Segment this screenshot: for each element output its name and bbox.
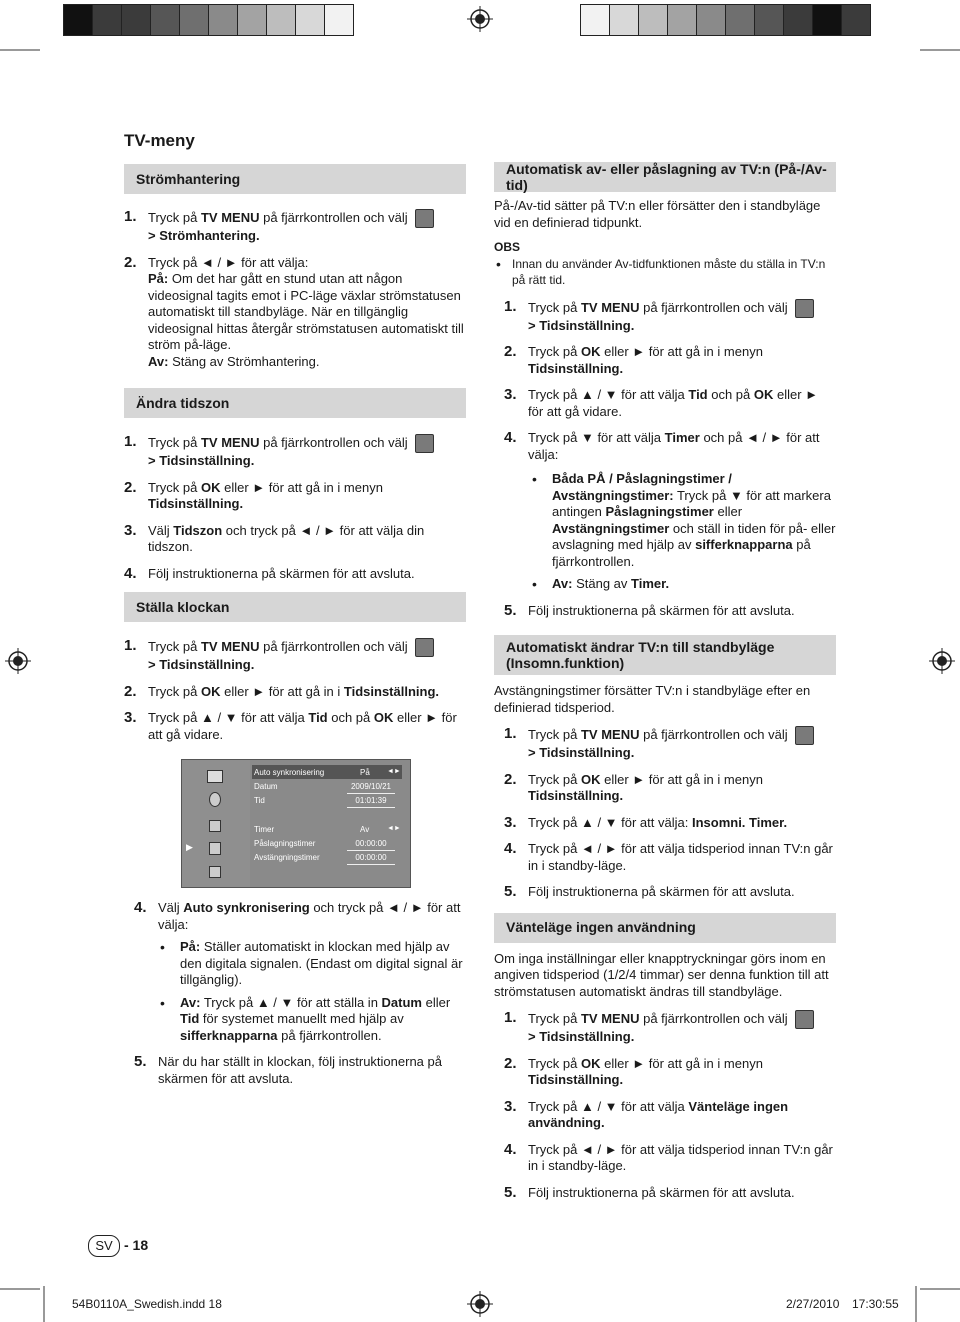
color-calibration-bar-right	[580, 4, 871, 36]
sleep-step-2: 2. Tryck på OK eller ► för att gå in i menyn Tidsinställning.	[504, 770, 763, 803]
section-heading-power: Strömhantering	[124, 164, 466, 194]
section-heading-sleep-timer: Automatiskt ändrar TV:n till standbyläge (Insomn.funktion)	[494, 635, 836, 675]
osd-selection-arrow-icon: ▶	[186, 842, 193, 852]
language-badge: SV	[88, 1235, 120, 1257]
idle-step-3: 3. Tryck på ▲ / ▼ för att välja Vänteläge ingen användning.	[504, 1097, 789, 1130]
right-column	[494, 162, 836, 1201]
registration-mark-top-icon	[467, 6, 493, 32]
osd-lock-icon	[209, 866, 221, 878]
tv-menu-icon	[795, 299, 814, 318]
sleep-step-3: 3. Tryck på ▲ / ▼ för att välja: Insomni. Timer.	[504, 813, 788, 831]
clock-step-2: 2. Tryck på OK eller ► för att gå in i Tidsinställning.	[124, 682, 440, 700]
tv-menu-icon	[415, 434, 434, 453]
osd-timer-label: Timer	[254, 825, 275, 834]
crop-marks-top	[0, 40, 960, 60]
osd-left-right-arrows-icon: ◄►	[387, 825, 401, 832]
clock-option-on: • På: Ställer automatiskt in klockan med hjälp av den digitala signalen. (Endast om digital signal är tillgänglig).	[158, 939, 466, 989]
osd-on-timer-label: Påslagningstimer	[254, 839, 316, 848]
sleep-step-5: 5. Följ instruktionerna på skärmen för att avsluta.	[504, 883, 795, 900]
osd-date-value: 2009/10/21	[347, 782, 395, 794]
osd-off-timer-value: 00:00:00	[347, 853, 395, 865]
idle-step-1: 1. Tryck på TV MENU på fjärrkontrollen och välj > Tidsinställning.	[504, 1010, 836, 1046]
timezone-step-1: 1. Tryck på TV MENU på fjärrkontrollen och välj > Tidsinställning.	[124, 434, 466, 470]
idle-step-2: 2. Tryck på OK eller ► för att gå in i menyn Tidsinställning.	[504, 1054, 763, 1087]
power-step-1: 1. Tryck på TV MENU på fjärrkontrollen och välj > Strömhantering.	[124, 209, 466, 245]
osd-timer-value: Av	[360, 825, 370, 834]
osd-sound-icon	[209, 792, 221, 807]
registration-mark-right-icon	[929, 648, 955, 674]
osd-date-label: Datum	[254, 782, 278, 791]
onoff-step-1: 1. Tryck på TV MENU på fjärrkontrollen och välj > Tidsinställning.	[504, 299, 836, 335]
osd-picture-icon	[207, 770, 223, 783]
obs-label: OBS	[494, 240, 521, 254]
onoff-step-2: 2. Tryck på OK eller ► för att gå in i menyn Tidsinställning.	[504, 343, 763, 376]
osd-left-right-arrows-icon: ◄►	[387, 768, 401, 775]
power-step-2: 2. Tryck på ◄ / ► för att välja: På: Om det har gått en stund utan att någon videosignal tagits emot i PC-läge växlar strömstatusen automatiskt till standbyläge. När en tillgänglig videosignal hittas återgår strömstatusen automatiskt till ström på-läge. Av: Stäng av Strömhantering.	[124, 253, 464, 369]
page-title: TV-meny	[124, 131, 195, 150]
osd-off-timer-label: Avstängningstimer	[254, 853, 320, 862]
osd-on-timer-value: 00:00:00	[347, 839, 395, 851]
clock-step-1: 1. Tryck på TV MENU på fjärrkontrollen och välj > Tidsinställning.	[124, 638, 466, 674]
file-name: 54B0110A_Swedish.indd 18	[72, 1297, 222, 1311]
timezone-step-3: 3. Välj Tidszon och tryck på ◄ / ► för att välja din tidszon.	[124, 521, 425, 554]
clock-step-3: 3. Tryck på ▲ / ▼ för att välja Tid och på OK eller ► för att gå vidare.	[124, 709, 457, 742]
osd-auto-sync-label: Auto synkronisering	[254, 768, 325, 777]
sleep-step-1: 1. Tryck på TV MENU på fjärrkontrollen och välj > Tidsinställning.	[504, 726, 836, 762]
print-date: 2/27/2010	[786, 1297, 840, 1311]
tv-menu-icon	[415, 638, 434, 657]
onoff-step-3: 3. Tryck på ▲ / ▼ för att välja Tid och på OK eller ► för att gå vidare.	[504, 386, 819, 419]
osd-time-label: Tid	[254, 796, 265, 805]
section-heading-on-off-timer: Automatisk av- eller påslagning av TV:n (På-/Av-tid)	[494, 162, 836, 192]
onoff-step-5: 5. Följ instruktionerna på skärmen för att avsluta.	[504, 601, 795, 619]
osd-sidebar	[182, 760, 250, 887]
timezone-step-2: 2. Tryck på OK eller ► för att gå in i menyn Tidsinställning.	[124, 478, 383, 511]
on-off-intro: På-/Av-tid sätter på TV:n eller försätter den i standbyläge vid en definierad tidpunkt.	[494, 198, 821, 230]
sleep-step-4: 4. Tryck på ◄ / ► för att välja tidsperiod innan TV:n går in i standby-läge.	[504, 840, 833, 873]
section-heading-clock: Ställa klockan	[124, 592, 466, 622]
onoff-option-off: • Av: Stäng av Timer.	[530, 576, 836, 593]
color-calibration-bar-left	[63, 4, 354, 36]
section-heading-idle-standby: Vänteläge ingen användning	[494, 913, 836, 943]
tv-menu-icon	[415, 209, 434, 228]
sleep-intro: Avstängningstimer försätter TV:n i standbyläge efter en definierad tidsperiod.	[494, 683, 811, 715]
tv-menu-icon	[795, 726, 814, 745]
clock-step-4: 4. Välj Auto synkronisering och tryck på ◄ / ► för att välja:	[134, 899, 461, 932]
section-heading-timezone: Ändra tidszon	[124, 388, 466, 418]
osd-time-icon	[209, 842, 221, 855]
registration-mark-left-icon	[5, 648, 31, 674]
osd-auto-sync-value: På	[360, 768, 370, 777]
osd-time-menu-screenshot	[181, 759, 411, 888]
idle-step-5: 5. Följ instruktionerna på skärmen för att avsluta.	[504, 1183, 795, 1201]
onoff-option-timers: • Båda PÅ / Påslagningstimer / Avstängningstimer: Tryck på ▼ för att markera antingen Påslagningstimer eller Avstängningstimer och ställ in tiden för på- eller avslagning med hjälp av sifferknapparna på fjärrkontrollen.	[530, 471, 836, 570]
idle-intro: Om inga inställningar eller knapptryckningar görs inom en angiven tidsperiod (1/2/4 timmar) ser denna funktion till att strömstatusen automatiskt ändras till standbyläge.	[494, 950, 829, 999]
idle-step-4: 4. Tryck på ◄ / ► för att välja tidsperiod innan TV:n går in i standby-läge.	[504, 1140, 833, 1173]
page-number: - 18	[124, 1237, 149, 1253]
left-column	[124, 164, 466, 743]
timezone-step-4: 4. Följ instruktionerna på skärmen för att avsluta.	[124, 564, 415, 582]
print-time: 17:30:55	[852, 1297, 899, 1311]
obs-note: • Innan du använder Av-tidfunktionen måste du ställa in TV:n på rätt tid.	[494, 256, 836, 289]
onoff-step-4: 4. Tryck på ▼ för att välja Timer och på ◄ / ► för att välja:	[504, 429, 820, 462]
clock-option-off: • Av: Tryck på ▲ / ▼ för att ställa in Datum eller Tid för systemet manuellt med hjälp av sifferknapparna på fjärrkontrollen.	[158, 995, 466, 1045]
osd-setup-icon	[209, 820, 221, 832]
clock-step-5: 5. När du har ställt in klockan, följ instruktionerna på skärmen för att avsluta.	[134, 1053, 442, 1086]
osd-time-value: 01:01:39	[347, 796, 395, 808]
clock-steps-continued	[134, 900, 466, 1087]
tv-menu-icon	[795, 1010, 814, 1029]
